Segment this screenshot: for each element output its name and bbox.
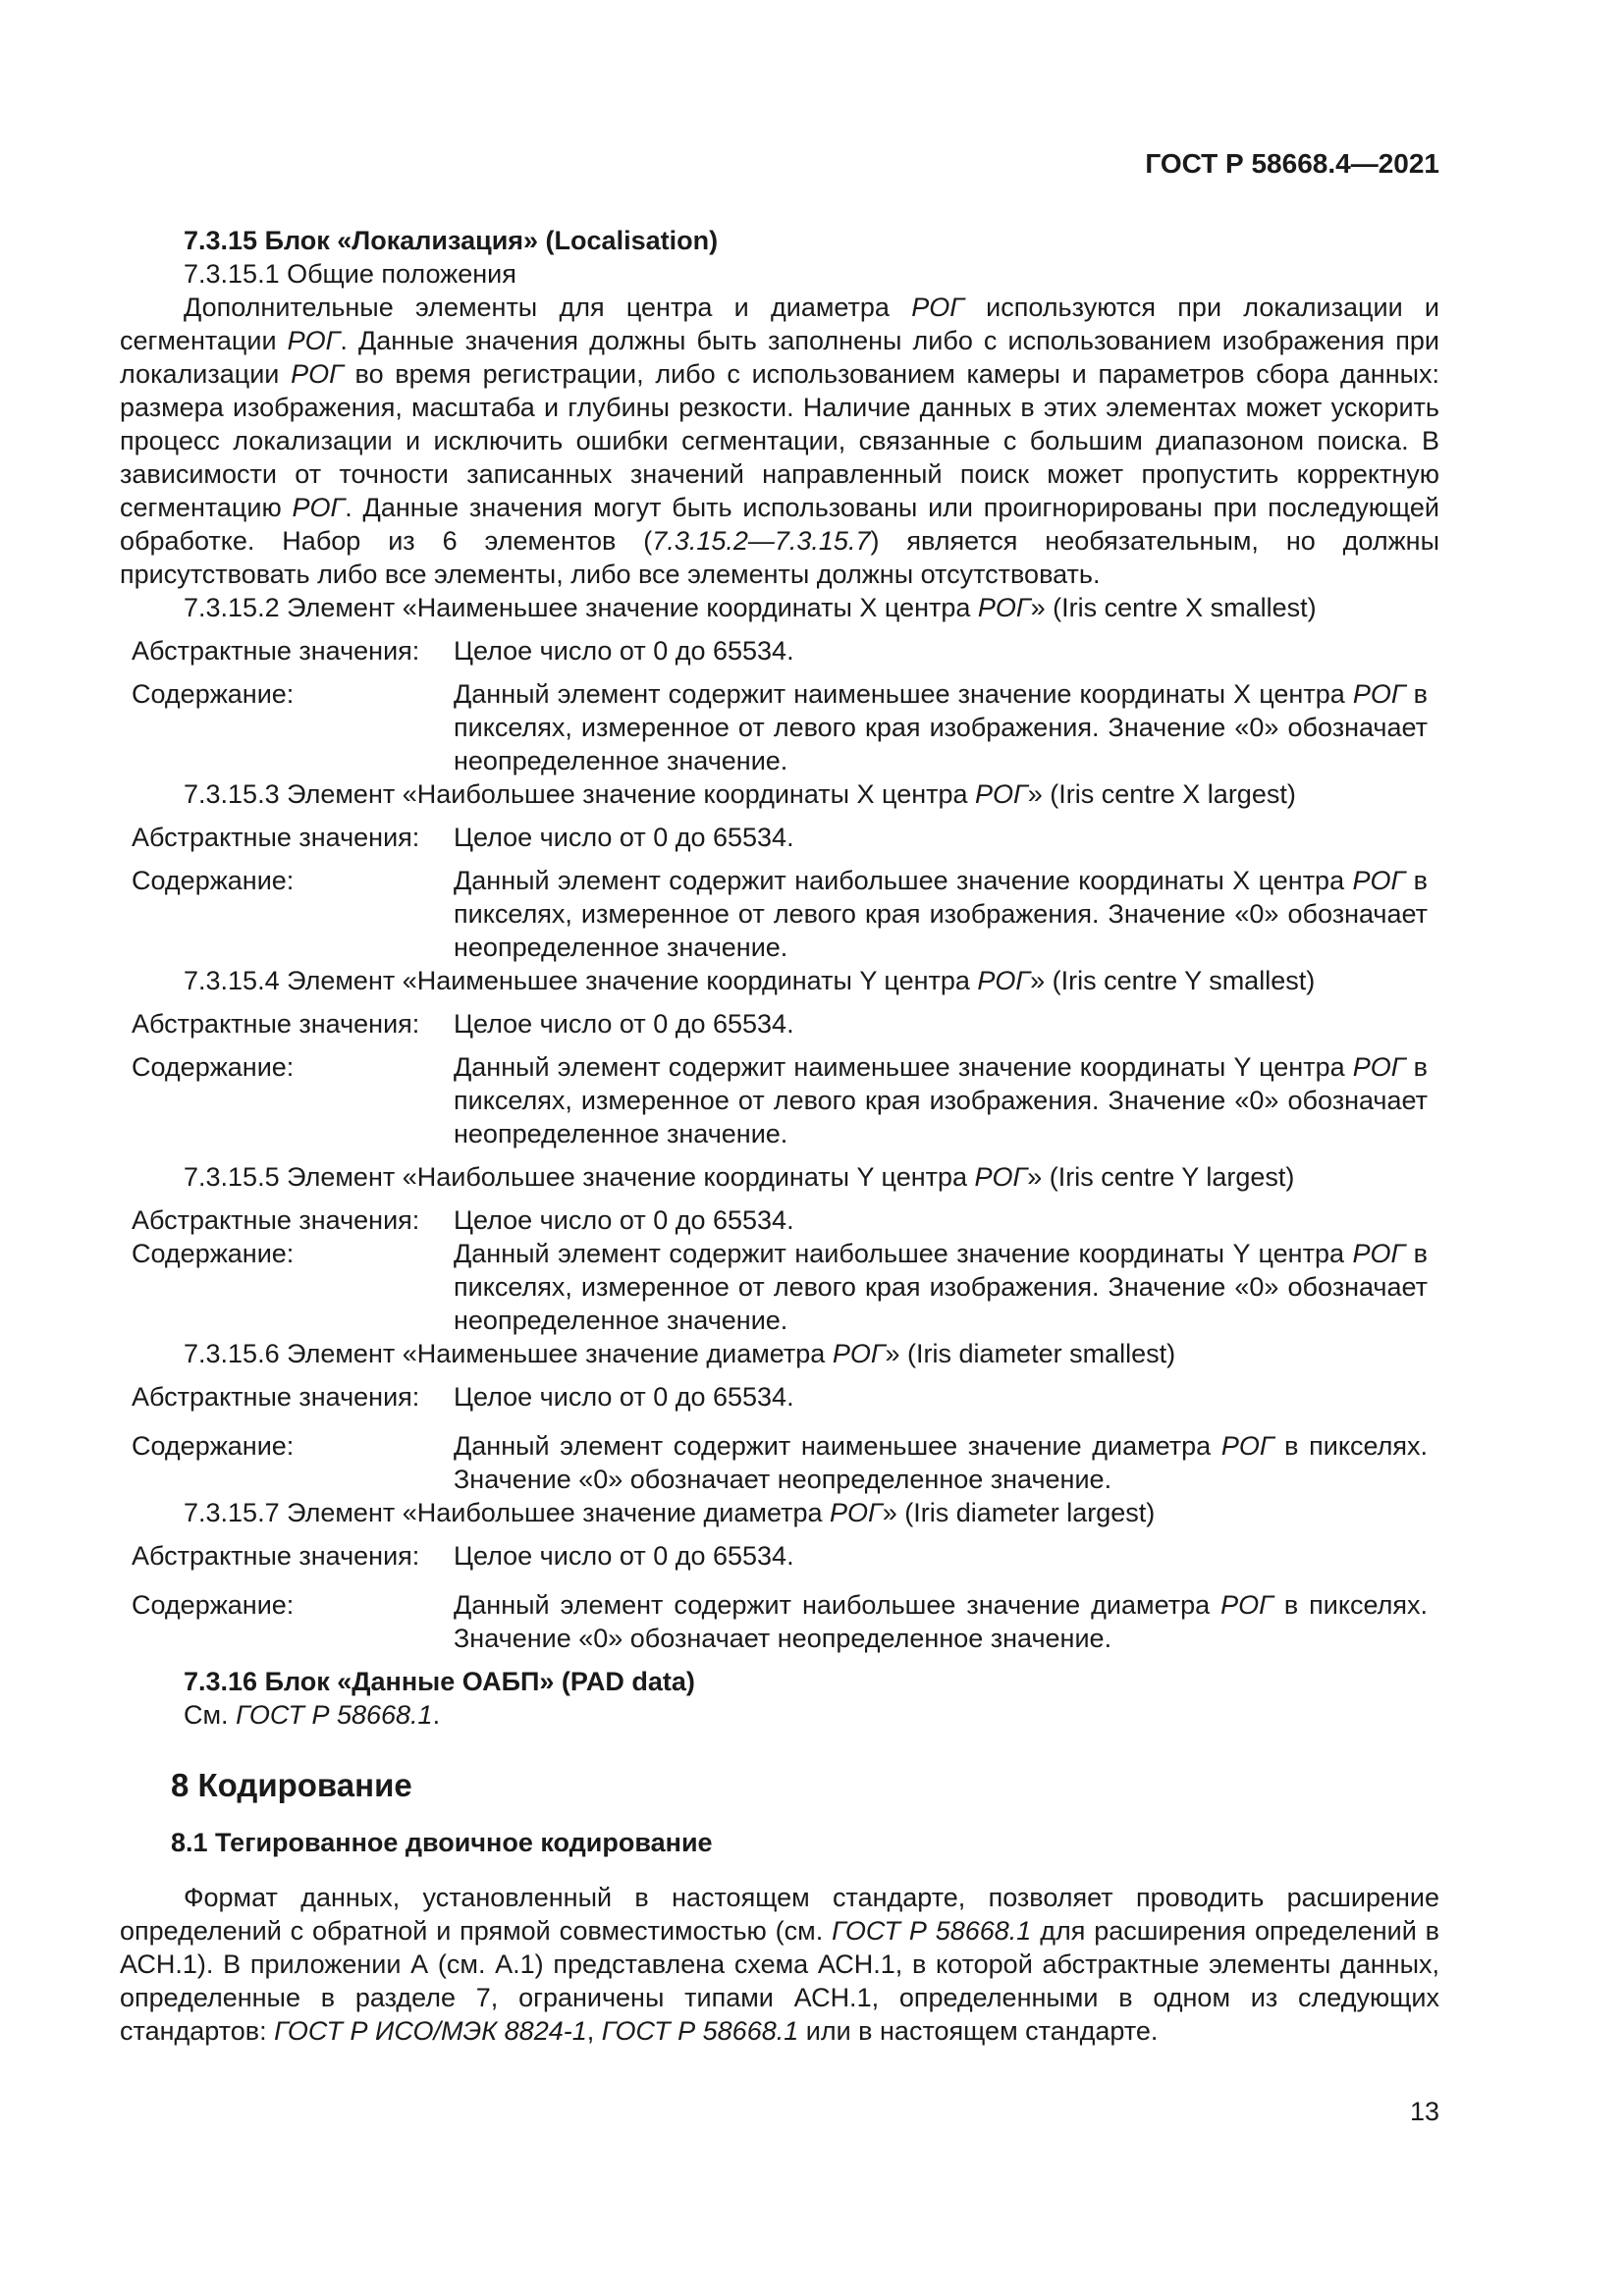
section-8-title: 8 Кодирование	[171, 1767, 412, 1803]
intro-text-6: ) является необязательным, но должны присутствовать либо все элементы, либо все элементы должны отсутствовать.	[120, 526, 1439, 589]
content-row	[120, 677, 1439, 777]
element-title-text: 7.3.15.2 Элемент «Наименьшее значение координаты X центра	[184, 593, 978, 622]
document-body	[120, 224, 1439, 2048]
content-label: Содержание:	[132, 1431, 295, 1461]
content-abbr: РОГ	[1352, 866, 1406, 895]
element-title-text: » (Iris diameter largest)	[882, 1498, 1156, 1527]
element-title-text: 7.3.15.4 Элемент «Наименьшее значение координаты Y центра	[184, 966, 978, 995]
intro-abbr-2: РОГ	[287, 326, 341, 355]
see-text: См.	[184, 1700, 237, 1730]
content-text: Данный элемент содержит наибольшее значение диаметра	[454, 1590, 1221, 1620]
element-title-text: » (Iris diameter smallest)	[885, 1339, 1176, 1368]
content-row	[120, 1429, 1439, 1496]
abstract-values-row	[120, 1539, 1439, 1573]
element-title-abbr: РОГ	[829, 1498, 883, 1527]
abstract-values-label: Абстрактные значения:	[132, 1205, 420, 1235]
element-title-text: 7.3.15.6 Элемент «Наименьшее значение диаметра	[184, 1339, 833, 1368]
intro-text-1: Дополнительные элементы для центра и диаметра	[184, 293, 912, 322]
content-row	[120, 1050, 1439, 1150]
abstract-values-label: Абстрактные значения:	[132, 1541, 420, 1571]
element-title-abbr: РОГ	[832, 1339, 886, 1368]
content-row	[120, 864, 1439, 964]
element-title	[184, 1160, 1439, 1194]
content-text: Данный элемент содержит наибольшее значение координаты Y центра	[454, 1239, 1353, 1268]
content-label: Содержание:	[132, 1052, 295, 1082]
section-8-1-title: 8.1 Тегированное двоичное кодирование	[171, 1828, 713, 1857]
abstract-values-row	[120, 821, 1439, 854]
content-row	[120, 1588, 1439, 1655]
abstract-values-value: Целое число от 0 до 65534.	[454, 636, 794, 666]
content-value	[454, 1237, 1439, 1337]
content-abbr: РОГ	[1220, 1590, 1273, 1620]
content-text: в пикселях, измеренное от левого края изображения. Значение «0» обозначает неопределенное значение.	[454, 866, 1428, 962]
intro-ref-range: 7.3.15.2—7.3.15.7	[652, 526, 871, 556]
section-7-3-16-reference	[184, 1698, 1439, 1732]
abstract-values-label: Абстрактные значения:	[132, 1382, 420, 1412]
intro-abbr-1: РОГ	[911, 293, 964, 322]
standard-reference: ГОСТ Р 58668.1	[236, 1700, 433, 1730]
section-7-3-15-title: 7.3.15 Блок «Локализация» (Localisation)	[184, 226, 719, 255]
section-7-3-16-title: 7.3.16 Блок «Данные ОАБП» (PAD data)	[184, 1667, 695, 1696]
content-text: в пикселях, измеренное от левого края изображения. Значение «0» обозначает неопределенное значение.	[454, 1239, 1428, 1335]
content-abbr: РОГ	[1352, 1052, 1406, 1082]
abstract-values-row	[120, 634, 1439, 667]
element-title	[184, 1337, 1439, 1370]
content-value	[454, 677, 1439, 777]
abstract-values-row	[120, 1203, 1439, 1237]
element-title-text: 7.3.15.5 Элемент «Наибольшее значение координаты Y центра	[184, 1162, 975, 1192]
abstract-values-label: Абстрактные значения:	[132, 1009, 420, 1039]
content-abbr: РОГ	[1220, 1431, 1274, 1461]
abstract-values-value: Целое число от 0 до 65534.	[454, 1009, 794, 1039]
element-title-text: » (Iris centre X largest)	[1027, 779, 1296, 809]
element-title	[184, 591, 1439, 624]
content-label: Содержание:	[132, 679, 295, 709]
element-title	[184, 777, 1439, 811]
paragraph-text: ,	[586, 2016, 602, 2046]
element-title-text: 7.3.15.7 Элемент «Наибольшее значение диаметра	[184, 1498, 830, 1527]
content-abbr: РОГ	[1352, 1239, 1406, 1268]
standard-reference: ГОСТ Р 58668.1	[832, 1916, 1032, 1946]
content-label: Содержание:	[132, 866, 295, 895]
intro-abbr-3: РОГ	[291, 359, 344, 389]
intro-text-4: во время регистрации, либо с использованием камеры и параметров сбора данных: размера изображения, масштаба и глубины резкости. Наличие данных в этих элементах может ускорить процесс локализации и исключить ошибки сегментации, связанные с большим диапазоном поиска. В зависимости от точности записанных значений направленный поиск может пропустить корректную сегментацию	[120, 359, 1440, 522]
paragraph-text: Формат данных, установленный в настоящем стандарте, позволяет проводить расширение определений с обратной и прямой совместимостью (см.	[120, 1883, 1439, 1946]
content-text: Данный элемент содержит наименьшее значение координаты X центра	[454, 679, 1353, 709]
content-value	[454, 864, 1439, 964]
content-value	[454, 1050, 1439, 1150]
content-label: Содержание:	[132, 1239, 295, 1268]
paragraph-text: для расширения определений в АСН.1). В приложении А (см. А.1) представлена схема АСН.1, в которой абстрактные элементы данных, определенные в разделе 7, ограничены типами АСН.1, определенными в одном из следующих стандартов:	[120, 1916, 1439, 2046]
section-8-1-paragraph	[120, 1881, 1439, 2048]
content-value	[454, 1429, 1439, 1496]
element-title-text: » (Iris centre X smallest)	[1030, 593, 1317, 622]
intro-text-5: . Данные значения могут быть использованы или проигнорированы при последующей обработке. Набор из 6 элементов (	[120, 493, 1439, 556]
element-title-abbr: РОГ	[975, 779, 1028, 809]
subsection-7-3-15-1-title: 7.3.15.1 Общие положения	[184, 259, 516, 289]
document-code: ГОСТ Р 58668.4—2021	[1145, 148, 1439, 179]
standard-reference: ГОСТ Р 58668.1	[601, 2016, 799, 2046]
content-row	[120, 1237, 1439, 1337]
abstract-values-value: Целое число от 0 до 65534.	[454, 1382, 794, 1412]
page-number: 13	[1409, 2097, 1439, 2126]
paragraph-text: или в настоящем стандарте.	[798, 2016, 1159, 2046]
standard-reference: ГОСТ Р ИСО/МЭК 8824-1	[274, 2016, 587, 2046]
element-title-text: 7.3.15.3 Элемент «Наибольшее значение координаты X центра	[184, 779, 976, 809]
reference-end: .	[432, 1700, 441, 1730]
abstract-values-row	[120, 1007, 1439, 1041]
intro-text-3: . Данные значения должны быть заполнены либо с использованием изображения при локализации	[120, 326, 1439, 389]
content-text: в пикселях. Значение «0» обозначает неопределенное значение.	[454, 1590, 1428, 1653]
content-text: Данный элемент содержит наименьшее значение диаметра	[454, 1431, 1221, 1461]
intro-abbr-4: РОГ	[292, 493, 346, 522]
abstract-values-value: Целое число от 0 до 65534.	[454, 1541, 794, 1571]
element-title	[184, 964, 1439, 997]
abstract-values-row	[120, 1380, 1439, 1414]
content-abbr: РОГ	[1352, 679, 1406, 709]
content-label: Содержание:	[132, 1590, 295, 1620]
abstract-values-label: Абстрактные значения:	[132, 823, 420, 852]
content-text: Данный элемент содержит наибольшее значение координаты X центра	[454, 866, 1353, 895]
intro-paragraph	[120, 291, 1439, 591]
abstract-values-value: Целое число от 0 до 65534.	[454, 823, 794, 852]
content-value	[454, 1588, 1439, 1655]
abstract-values-value: Целое число от 0 до 65534.	[454, 1205, 794, 1235]
element-title-abbr: РОГ	[977, 593, 1031, 622]
content-text: в пикселях. Значение «0» обозначает неопределенное значение.	[454, 1431, 1428, 1494]
element-title-abbr: РОГ	[977, 966, 1031, 995]
element-title	[184, 1496, 1439, 1529]
content-text: в пикселях, измеренное от левого края изображения. Значение «0» обозначает неопределенное значение.	[454, 679, 1428, 775]
element-title-text: » (Iris centre Y smallest)	[1030, 966, 1316, 995]
intro-text-2: используются при локализации и сегментации	[120, 293, 1440, 355]
element-title-abbr: РОГ	[974, 1162, 1028, 1192]
content-text: в пикселях, измеренное от левого края изображения. Значение «0» обозначает неопределенное значение.	[454, 1052, 1428, 1148]
content-text: Данный элемент содержит наименьшее значение координаты Y центра	[454, 1052, 1353, 1082]
element-title-text: » (Iris centre Y largest)	[1027, 1162, 1295, 1192]
abstract-values-label: Абстрактные значения:	[132, 636, 420, 666]
